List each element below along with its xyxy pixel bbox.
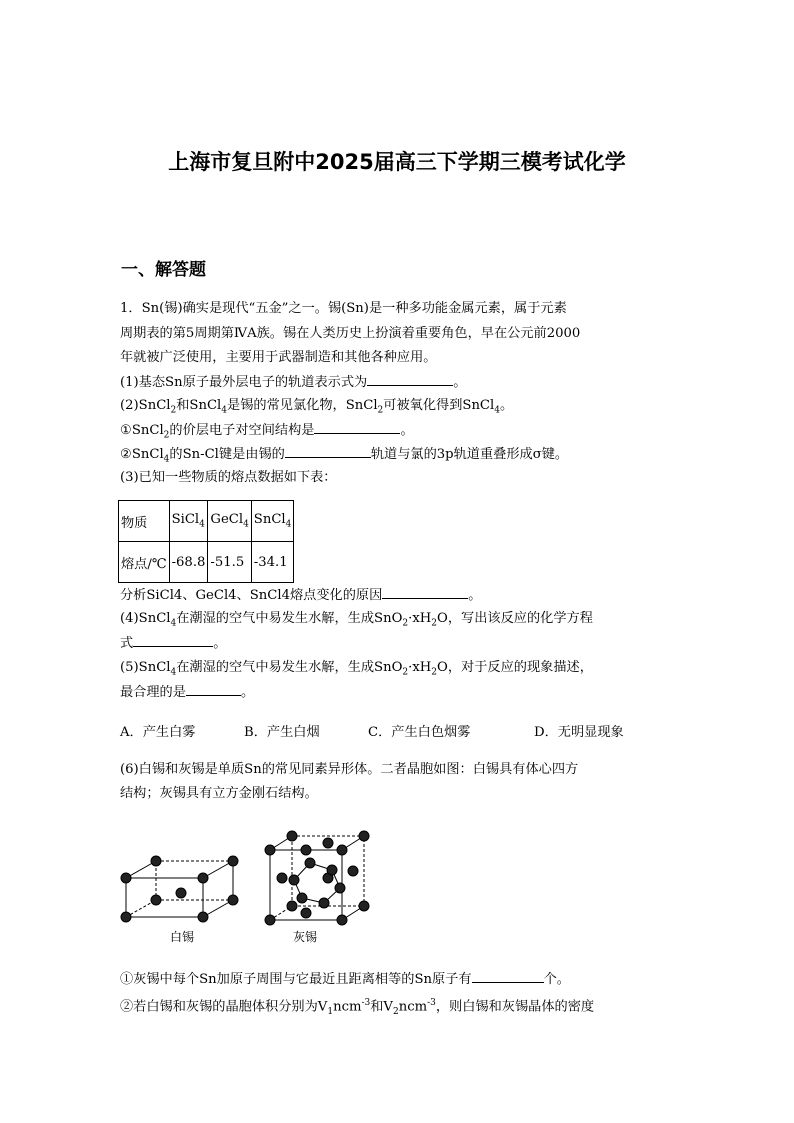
choice-options	[120, 721, 624, 740]
text: ·xH	[408, 611, 432, 626]
q1-part-6-2: ②若白锡和灰锡的晶胞体积分别为$V_1ncm^{-3}$和$V_2ncm^{-3}$，则白锡和灰锡晶体的密度	[120, 998, 595, 1018]
table-cell: -68.8	[169, 542, 208, 583]
text: 最合理的是	[120, 685, 186, 700]
answer-blank[interactable]	[382, 586, 468, 599]
text: ②SnCl	[120, 447, 164, 462]
q1-part-3: (3)已知一些物质的熔点数据如下表：	[120, 470, 337, 485]
text: 的Sn-Cl键是由锡的	[169, 447, 285, 462]
text: 和SnCl	[176, 398, 222, 413]
white-tin-unit-cell-figure	[118, 848, 243, 926]
text: 和V	[370, 999, 393, 1015]
q1-part-3-analysis: 分析SiCl4、GeCl4、SnCl4熔点变化的原因 。	[120, 588, 482, 603]
table-cell: 熔点/℃	[119, 542, 170, 583]
q1-part-6-1	[120, 970, 570, 989]
answer-blank[interactable]	[133, 634, 213, 647]
table-cell: 物质	[119, 501, 170, 542]
text: 在潮湿的空气中易发生水解，生成SnO	[176, 660, 403, 675]
answer-blank[interactable]	[186, 683, 241, 696]
text: (4)SnCl	[120, 611, 171, 626]
text: 式	[120, 636, 134, 651]
text: 分析SiCl4、GeCl4、SnCl4熔点变化的原因	[120, 588, 383, 603]
table-cell: SnCl$_4$	[251, 501, 294, 542]
q1-part-2-1: ①SnCl$_2$的价层电子对空间结构是 。	[120, 423, 414, 441]
text: ①灰锡中每个Sn加原子周围与它最近且距离相等的Sn原子有	[120, 972, 472, 987]
table-row	[119, 501, 294, 542]
gray-tin-label: 灰锡	[293, 930, 318, 944]
q1-part-1: (1)基态Sn原子最外层电子的轨道表示式为 。	[120, 375, 467, 390]
table-cell: GeCl$_4$	[208, 501, 251, 542]
text: 轨道与氯的3p轨道重叠形成σ键。	[370, 447, 569, 462]
section-heading: 一、解答题	[121, 260, 206, 280]
gray-tin-unit-cell-figure	[262, 828, 372, 928]
text: O，对于反应的现象描述，	[437, 660, 593, 675]
text: 在潮湿的空气中易发生水解，生成SnO	[176, 611, 403, 626]
white-tin-label: 白锡	[170, 930, 195, 944]
answer-blank[interactable]	[314, 421, 400, 434]
text: 的价层电子对空间结构是	[169, 423, 315, 438]
option-d[interactable]: D．无明显现象	[534, 725, 624, 740]
text: (2)SnCl	[120, 398, 171, 413]
text: 可被氧化得到SnCl	[383, 398, 495, 413]
answer-blank[interactable]	[285, 445, 371, 458]
table-row	[119, 542, 294, 583]
option-b[interactable]: B．产生白烟	[244, 725, 320, 740]
q1-part-6-line-2: 结构；灰锡具有立方金刚石结构。	[120, 786, 318, 801]
text: ncm	[333, 999, 362, 1015]
text: 是锡的常见氯化物，SnCl	[227, 398, 378, 413]
page-title: 上海市复旦附中2025届高三下学期三模考试化学	[168, 150, 626, 174]
q1-part-2: (2)SnCl$_2$和SnCl$_4$是锡的常见氯化物，SnCl$_2$可被氧化得到SnCl$_4$。	[120, 398, 514, 416]
q1-part-2-2: ②SnCl$_4$的Sn-Cl键是由锡的 轨道与氯的3p轨道重叠形成σ键。	[120, 447, 569, 465]
q1-intro-line-3: 年就被广泛使用，主要用于武器制造和其他各种应用。	[120, 350, 437, 365]
option-c[interactable]: C．产生白色烟雾	[368, 725, 471, 740]
q1-intro-line-1: 1．Sn(锡)确实是现代“五金”之一。锡(Sn)是一种多功能金属元素，属于元素	[120, 301, 567, 316]
q1-part-4-cont: 式 。	[120, 636, 227, 651]
q1-part-6-line-1: (6)白锡和灰锡是单质Sn的常见同素异形体。二者晶胞如图：白锡具有体心四方	[120, 762, 579, 777]
q1-part-4: (4)SnCl$_4$在潮湿的空气中易发生水解，生成$SnO_2\cdot xH_2O$，写出该反应的化学方程	[120, 611, 593, 629]
table-cell: -34.1	[251, 542, 294, 583]
q1-intro-line-2: 周期表的第5周期第ⅣA族。锡在人类历史上扮演着重要角色，早在公元前2000	[120, 326, 581, 341]
melting-point-table	[118, 500, 294, 583]
text: ①SnCl	[120, 423, 164, 438]
option-a[interactable]: A．产生白雾	[120, 725, 196, 740]
text: (5)SnCl	[120, 660, 171, 675]
q1-part-5: (5)SnCl$_4$在潮湿的空气中易发生水解，生成$SnO_2\cdot xH_2O$，对于反应的现象描述，	[120, 660, 593, 678]
text: 个。	[543, 972, 570, 987]
table-cell: SiCl$_4$	[169, 501, 208, 542]
answer-blank[interactable]	[367, 373, 453, 386]
text: ·xH	[408, 660, 432, 675]
answer-blank[interactable]	[472, 970, 544, 983]
q1-part-5-cont: 最合理的是 。	[120, 685, 255, 700]
text: ncm	[398, 999, 428, 1015]
table-cell: -51.5	[208, 542, 251, 583]
q1-part-1-text: (1)基态Sn原子最外层电子的轨道表示式为	[120, 375, 368, 390]
text: ，则白锡和灰锡晶体的密度	[435, 999, 595, 1015]
text: O，写出该反应的化学方程	[437, 611, 593, 626]
text: ②若白锡和灰锡的晶胞体积分别为V	[120, 999, 328, 1015]
text: 。	[499, 398, 514, 413]
